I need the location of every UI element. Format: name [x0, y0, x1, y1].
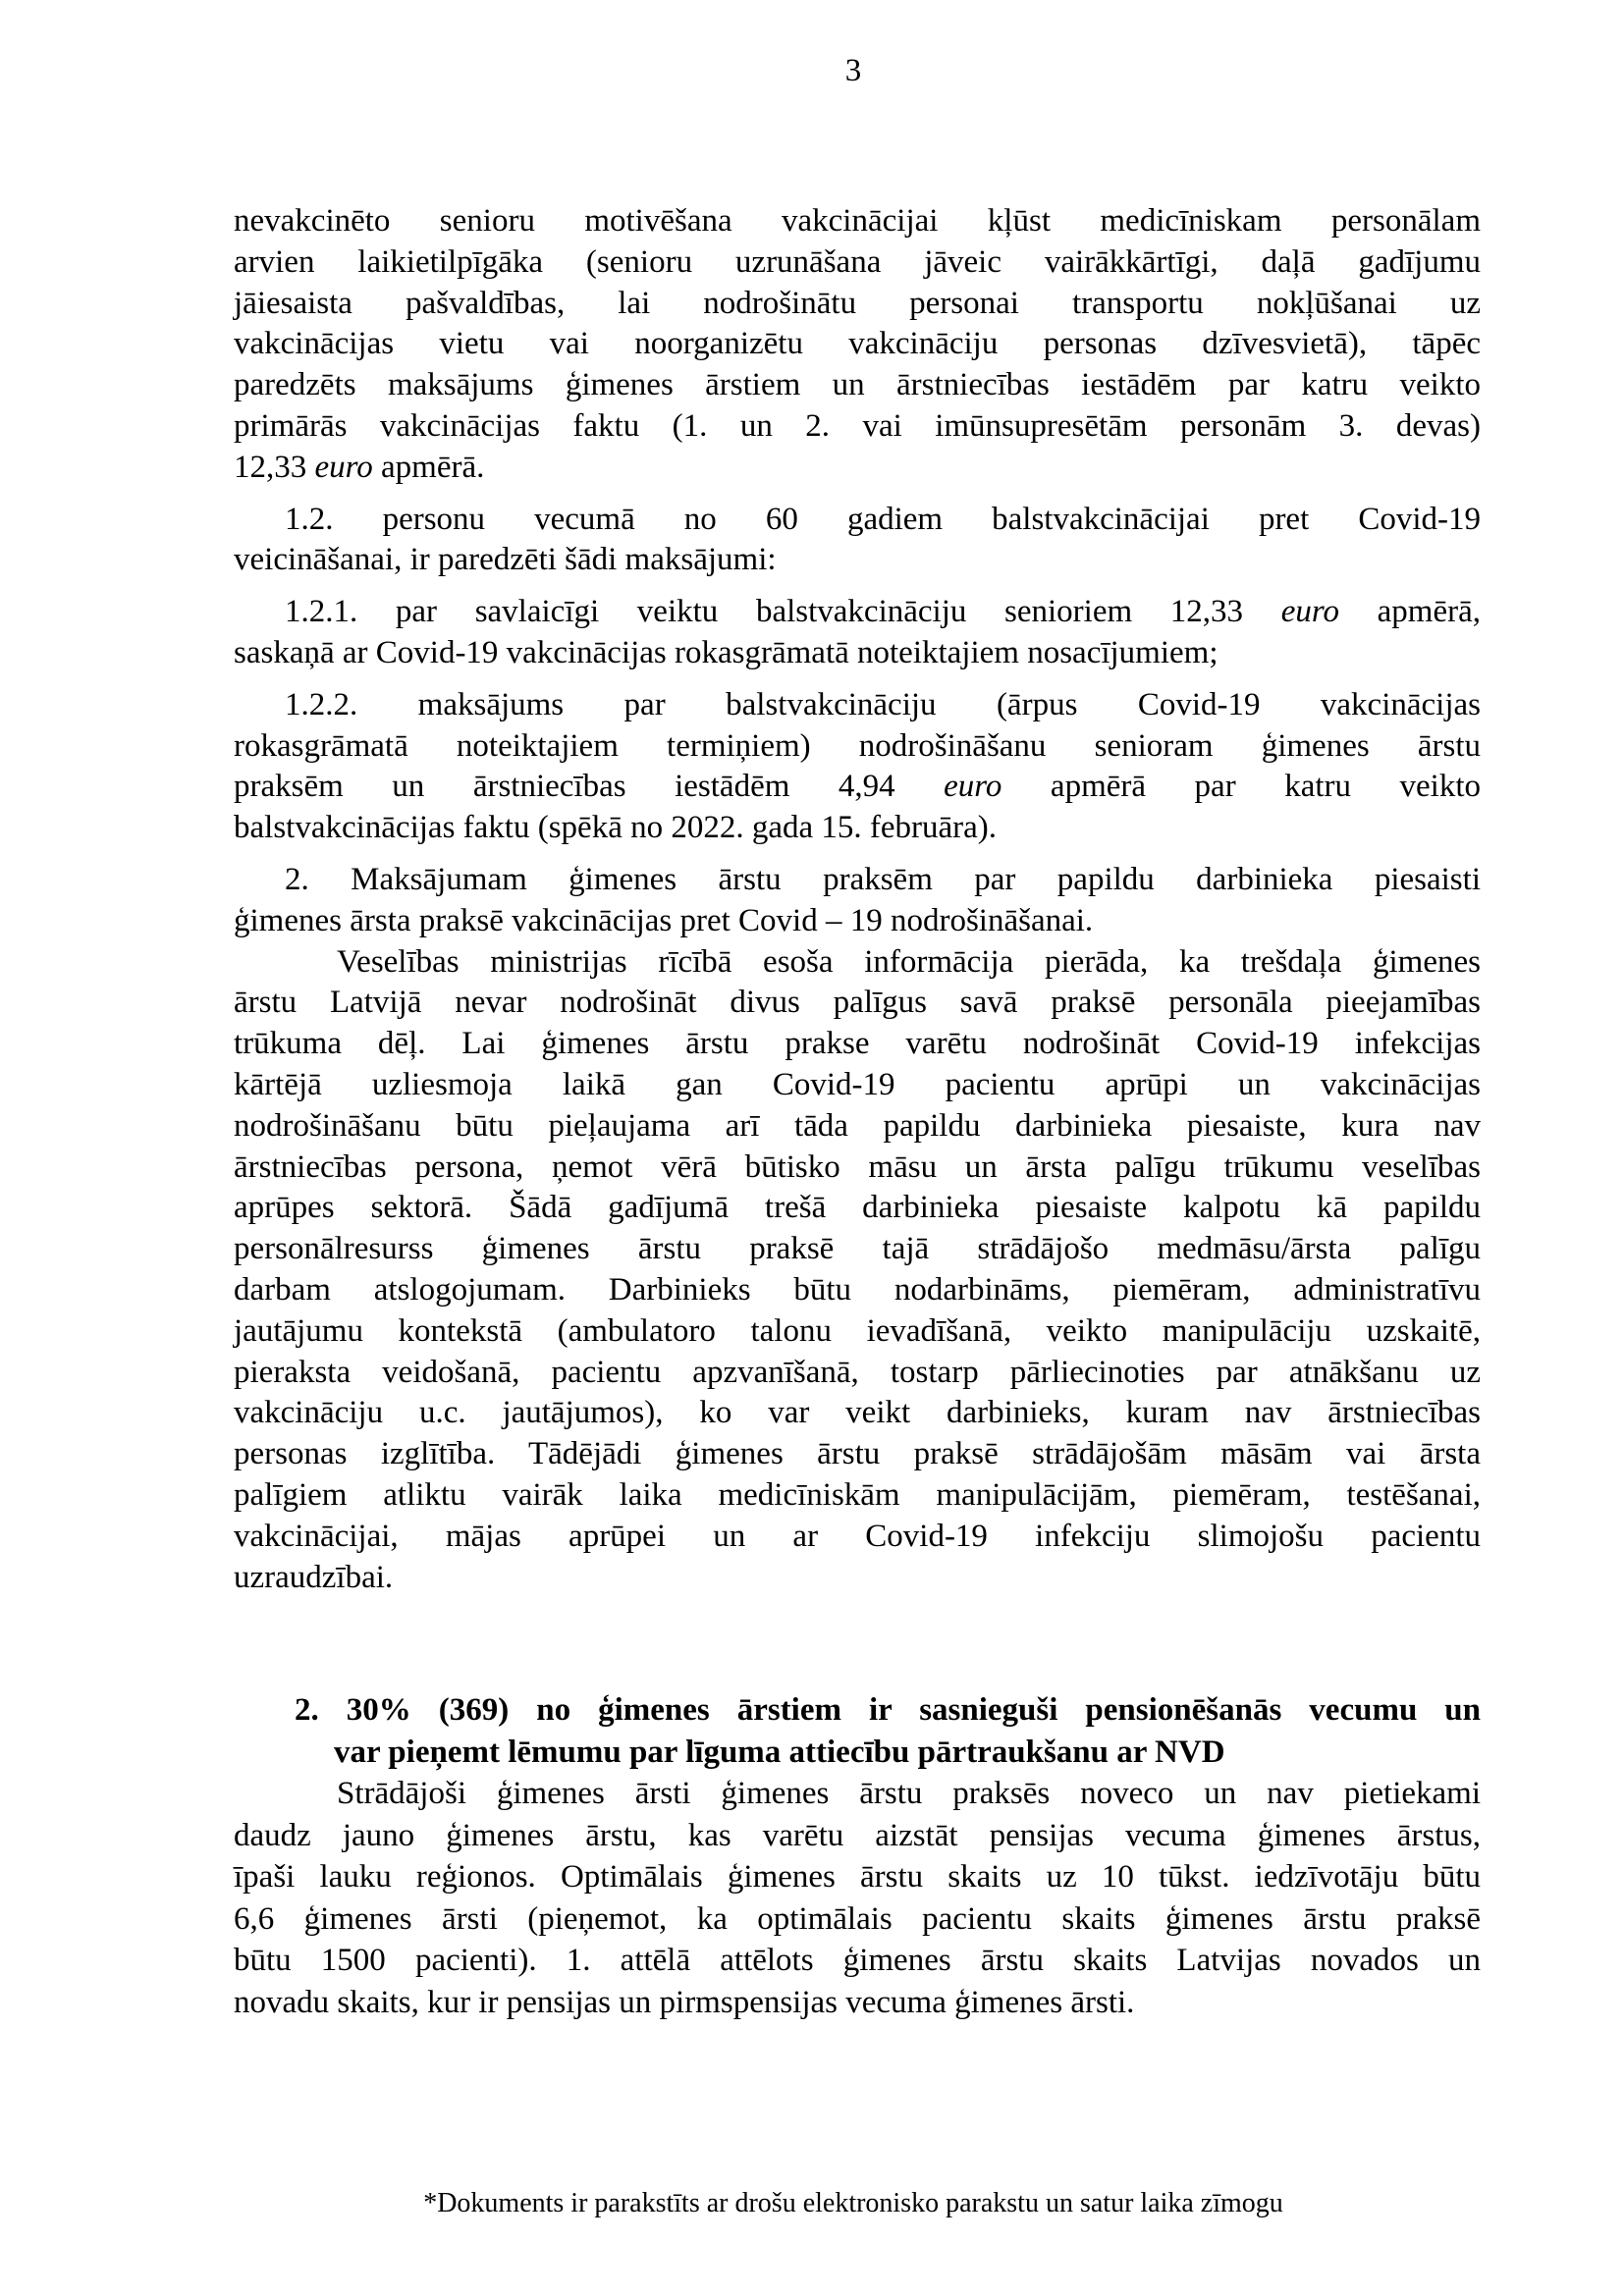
text-line: kārtējā uzliesmoja laikā gan Covid-19 pacientu aprūpi un vakcinācijas [234, 1066, 1481, 1102]
text-line: 1.2. personu vecumā no 60 gadiem balstvakcinācijai pret Covid-19 [285, 501, 1481, 537]
text-line: daudz jauno ģimenes ārstu, kas varētu aizstāt pensijas vecuma ģimenes ārstus, [234, 1817, 1481, 1853]
text-line: 6,6 ģimenes ārsti (pieņemot, ka optimālais pacientu skaits ģimenes ārstu praksē [234, 1900, 1481, 1937]
text-segment: 1.2.1. par savlaicīgi veiktu balstvakcināciju senioriem 12,33 [285, 594, 1281, 630]
text-line: īpaši lauku reģionos. Optimālais ģimenes ārstu skaits uz 10 tūkst. iedzīvotāju būtu [234, 1859, 1481, 1895]
text-line: būtu 1500 pacienti). 1. attēlā attēlots ģimenes ārstu skaits Latvijas novados un [234, 1943, 1481, 1978]
text-segment: 12,33 [234, 449, 315, 485]
text-line [234, 767, 1481, 808]
text-line: nevakcinēto senioru motivēšana vakcinācijai kļūst medicīniskam personālam [234, 203, 1481, 239]
text-line: personas izglītība. Tādējādi ģimenes ārstu praksē strādājošām māsām vai ārsta [234, 1436, 1481, 1472]
text-line: Strādājoši ģimenes ārsti ģimenes ārstu praksēs noveco un nav pietiekami [337, 1776, 1481, 1811]
text-line: ārstniecības persona, ņemot vērā būtisko māsu un ārsta palīgu trūkumu veselības [234, 1148, 1481, 1185]
signature-footnote: *Dokuments ir parakstīts ar drošu elektronisko parakstu un satur laika zīmogu [423, 2188, 1283, 2218]
body-text-top [234, 201, 1481, 1598]
paragraph [234, 860, 1481, 942]
text-line: balstvakcinācijas faktu (spēkā no 2022. gada 15. februāra). [234, 810, 998, 846]
text-line: 2. Maksājumam ģimenes ārstu praksēm par papildu darbinieka piesaisti [285, 861, 1481, 897]
text-line: ārstu Latvijā nevar nodrošināt divus palīgus savā praksē personāla pieejamības [234, 985, 1481, 1021]
text-line: pieraksta veidošanā, pacientu apzvanīšanā, tostarp pārliecinoties par atnākšanu uz [234, 1354, 1481, 1390]
text-line: vakcinācijai, mājas aprūpei un ar Covid-19 infekciju slimojošu pacientu [234, 1518, 1481, 1554]
body-text-bottom [234, 1689, 1481, 2023]
text-segment: apmērā par katru veikto [1001, 769, 1481, 805]
text-segment: praksēm un ārstniecības iestādēm 4,94 [234, 769, 945, 805]
text-line: darbam atslogojumam. Darbinieks būtu nodarbināms, piemēram, administratīvu [234, 1271, 1481, 1308]
text-line: novadu skaits, kur ir pensijas un pirmspensijas vecuma ģimenes ārsti. [234, 1984, 1135, 2020]
page-number: 3 [844, 53, 862, 88]
section-heading [234, 1689, 1481, 1773]
text-line: personālresurss ģimenes ārstu praksē tajā strādājošo medmāsu/ārsta palīgu [234, 1231, 1481, 1267]
italic-currency-word: euro [1280, 594, 1339, 630]
text-line: trūkuma dēļ. Lai ģimenes ārstu prakse varētu nodrošināt Covid-19 infekcijas [234, 1026, 1481, 1062]
text-line: jautājumu kontekstā (ambulatoro talonu ievadīšanā, veikto manipulāciju uzskaitē, [234, 1312, 1481, 1349]
text-line: nodrošināšanu būtu pieļaujama arī tāda papildu darbinieka piesaiste, kura nav [234, 1107, 1481, 1144]
text-line: arvien laikietilpīgāka (senioru uzrunāšana jāveic vairākkārtīgi, daļā gadījumu [234, 243, 1481, 280]
paragraph [234, 1773, 1481, 2023]
text-line: primārās vakcinācijas faktu (1. un 2. vai imūnsupresētām personām 3. devas) [234, 407, 1481, 444]
text-line [234, 448, 1481, 489]
text-line: saskaņā ar Covid-19 vakcinācijas rokasgrāmatā noteiktajiem nosacījumiem; [234, 634, 1218, 670]
paragraph [234, 500, 1481, 582]
italic-currency-word: euro [314, 449, 373, 485]
text-line: rokasgrāmatā noteiktajiem termiņiem) nodrošināšanu senioram ģimenes ārstu [234, 727, 1481, 764]
paragraph [234, 685, 1481, 849]
text-line [234, 592, 1481, 633]
paragraph [234, 201, 1481, 489]
paragraph [234, 592, 1481, 674]
text-line: veicināšanai, ir paredzēti šādi maksājumi: [234, 542, 777, 578]
text-segment: apmērā. [372, 449, 485, 485]
text-line: ģimenes ārsta praksē vakcinācijas pret Covid – 19 nodrošināšanai. [234, 902, 1094, 938]
text-line: uzraudzībai. [234, 1559, 394, 1595]
text-line: aprūpes sektorā. Šādā gadījumā trešā darbinieka piesaiste kalpotu kā papildu [234, 1190, 1481, 1226]
text-line: vakcinācijas vietu vai noorganizētu vakcināciju personas dzīvesvietā), tāpēc [234, 326, 1481, 362]
text-line: Veselības ministrijas rīcībā esoša informācija pierāda, ka trešdaļa ģimenes [337, 943, 1481, 980]
text-line: vakcināciju u.c. jautājumos), ko var veikt darbinieks, kuram nav ārstniecības [234, 1395, 1481, 1431]
text-line: 1.2.2. maksājums par balstvakcināciju (ārpus Covid-19 vakcinācijas [285, 686, 1481, 722]
text-line: var pieņemt lēmumu par līguma attiecību pārtraukšanu ar NVD [334, 1734, 1225, 1770]
text-line: paredzēts maksājums ģimenes ārstiem un ārstniecības iestādēm par katru veikto [234, 367, 1481, 403]
italic-currency-word: euro [944, 769, 1002, 805]
text-line: palīgiem atliktu vairāk laika medicīniskām manipulācijām, piemēram, testēšanai, [234, 1476, 1481, 1513]
paragraph [234, 942, 1481, 1599]
text-segment: apmērā, [1338, 594, 1481, 630]
text-line: jāiesaista pašvaldības, lai nodrošinātu personai transportu nokļūšanai uz [234, 285, 1481, 321]
text-line: 2. 30% (369) no ģimenes ārstiem ir sasnieguši pensionēšanās vecumu un [295, 1692, 1481, 1728]
